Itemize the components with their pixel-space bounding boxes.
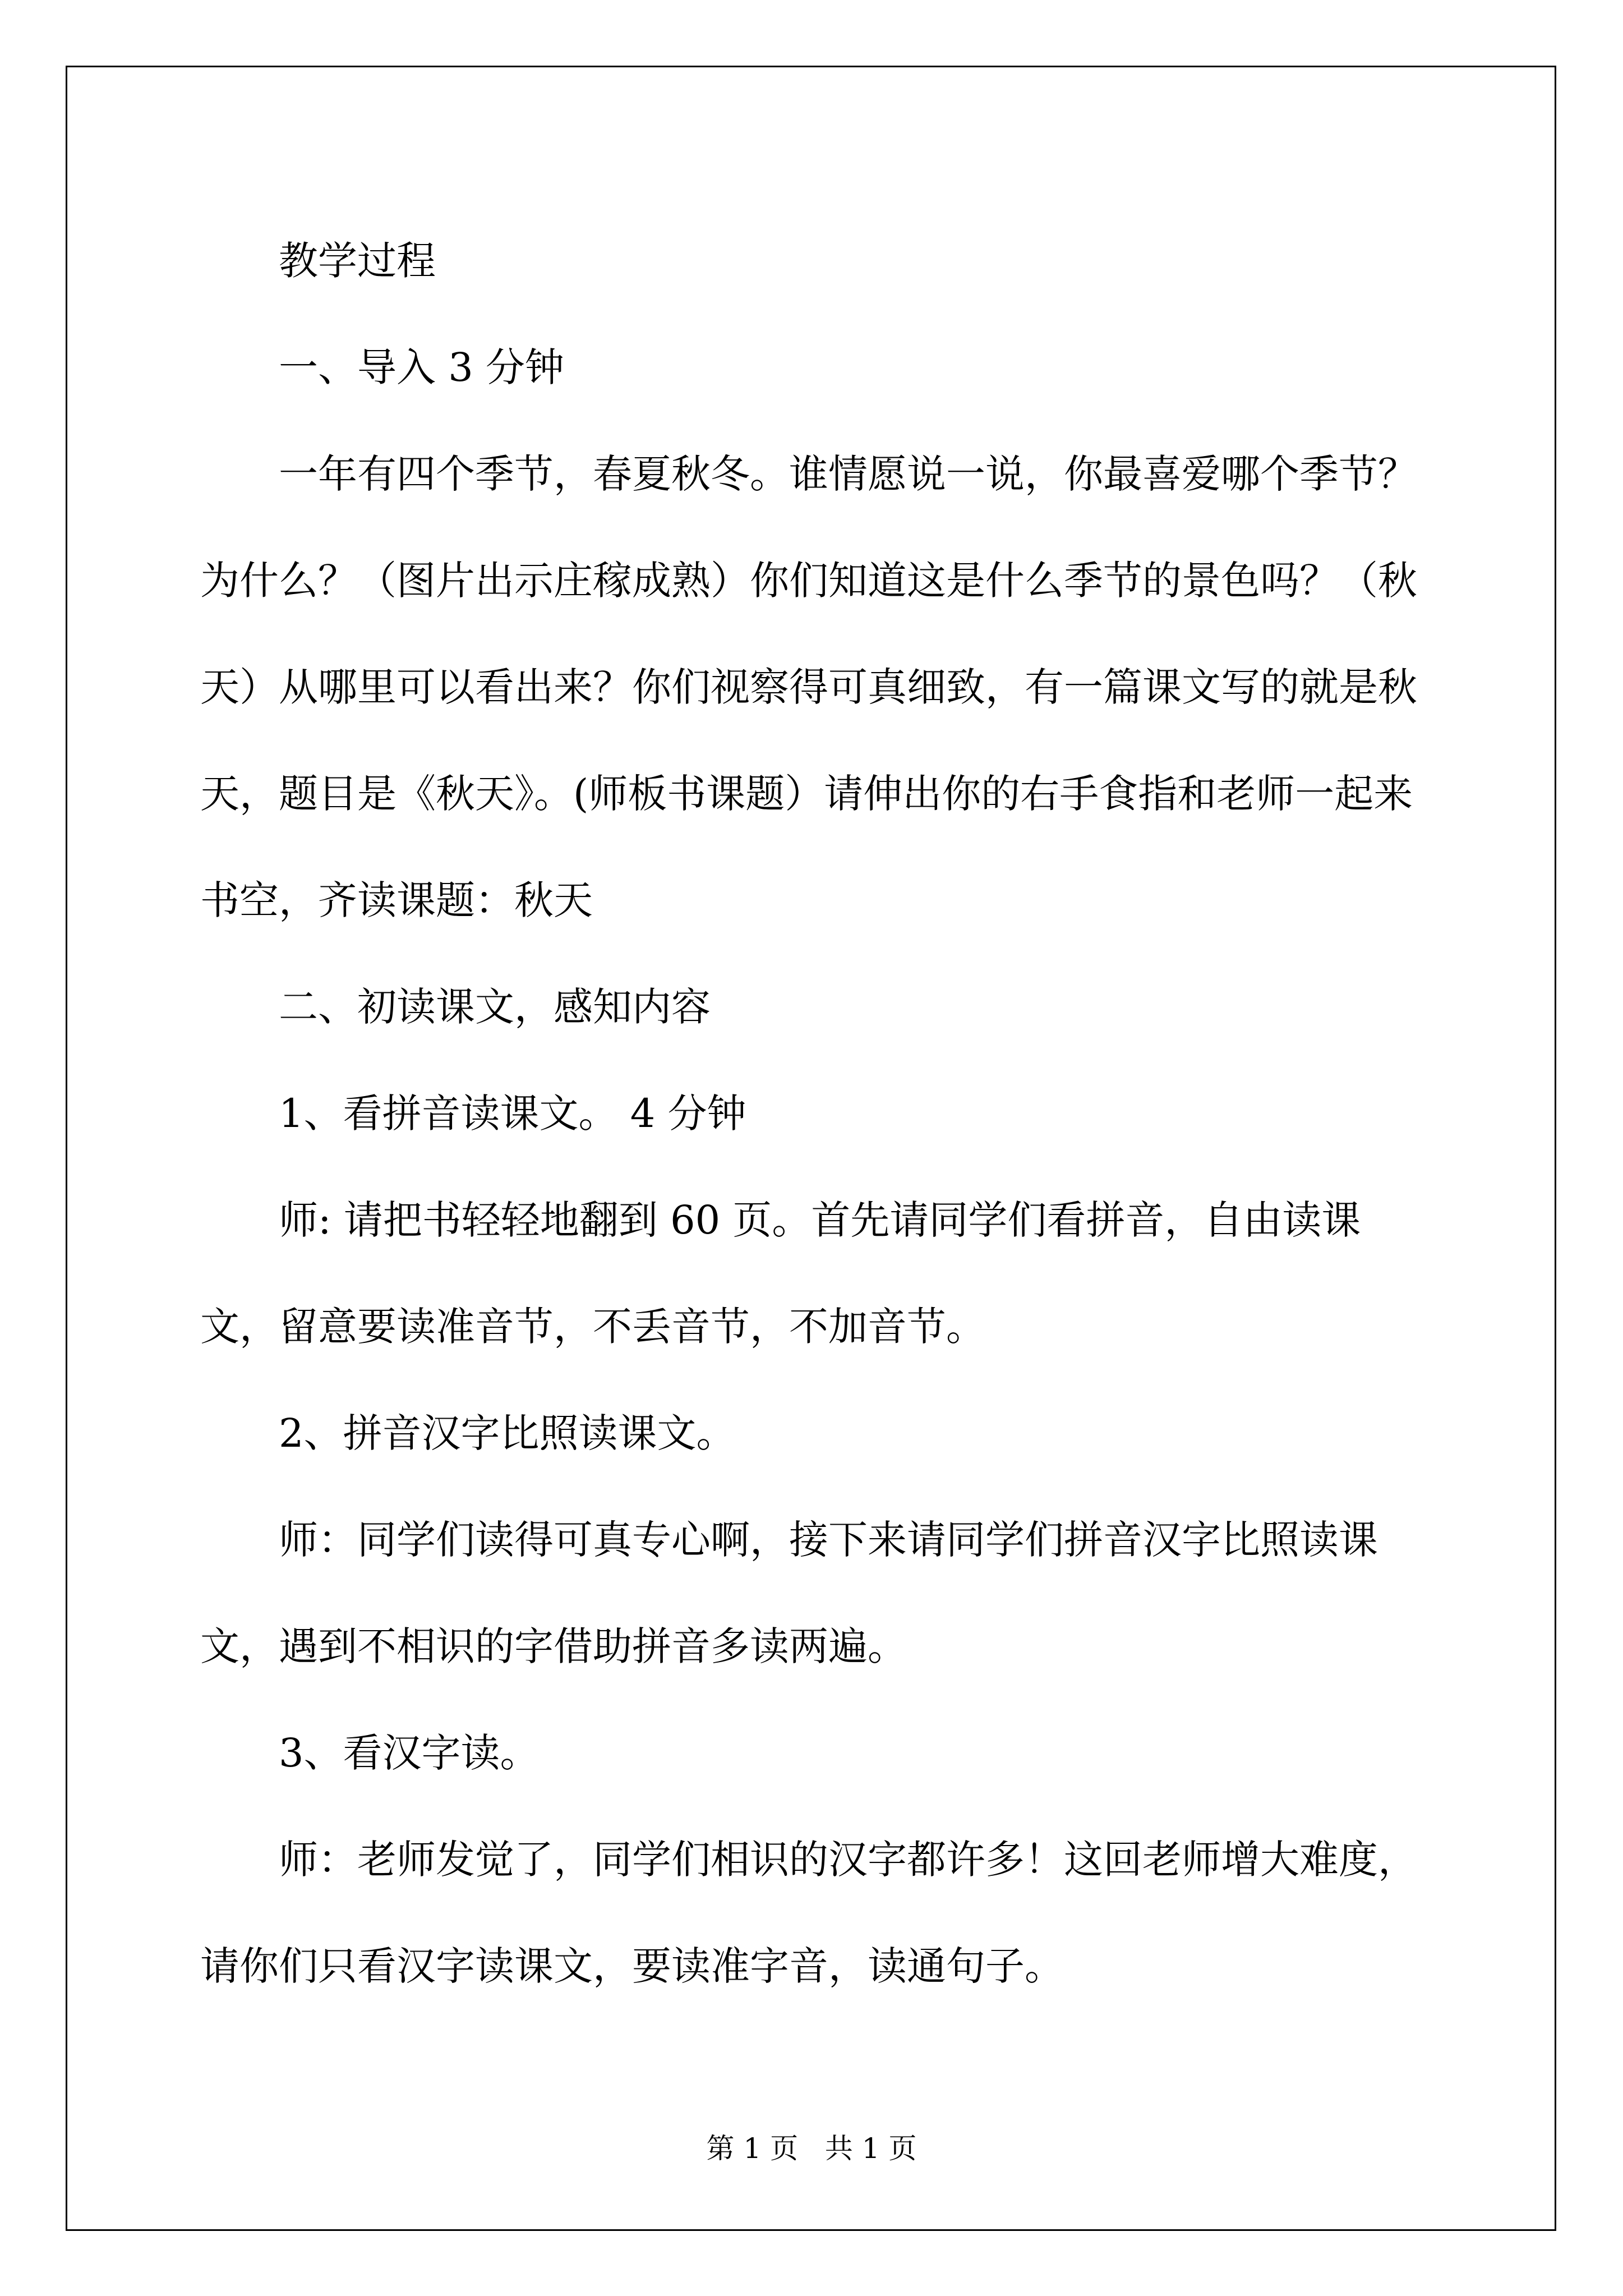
intro-paragraph: 一年有四个季节，春夏秋冬。谁情愿说一说，你最喜爱哪个季节？为什么？（图片出示庄稼成熟）你们知道这是什么季节的景色吗？（秋天）从哪里可以看出来？你们视察得可真细致，有一篇课文写的就是秋天，题目是《秋天》。(师板书课题）请伸出你的右手食指和老师一起来书空，齐读课题：秋天 <box>200 451 1417 923</box>
step-3-paragraph: 师：老师发觉了，同学们相识的汉字都许多！这回老师增大难度，请你们只看汉字读课文，要读准字音，读通句子。 <box>200 1837 1417 1989</box>
step-1-paragraph: 师: 请把书轻轻地翻到 60 页。首先请同学们看拼音，自由读课文，留意要读准音节，不丢音节，不加音节。 <box>200 1197 1361 1350</box>
page-footer: 第 1 页 共 1 页 <box>706 2132 917 2165</box>
step-3-heading: 3、看汉字读。 <box>279 1730 540 1776</box>
section-reading-heading: 二、初读课文，感知内容 <box>279 984 711 1030</box>
heading-teaching-process: 教学过程 <box>279 238 436 284</box>
step-1-heading: 1、看拼音读课文。 4 分钟 <box>279 1091 746 1137</box>
step-2-heading: 2、拼音汉字比照读课文。 <box>279 1410 736 1456</box>
section-intro-heading: 一、导入 3 分钟 <box>279 344 565 390</box>
step-2-paragraph: 师：同学们读得可真专心啊，接下来请同学们拼音汉字比照读课文，遇到不相识的字借助拼音多读两遍。 <box>200 1517 1378 1669</box>
document-body <box>200 208 1431 2019</box>
